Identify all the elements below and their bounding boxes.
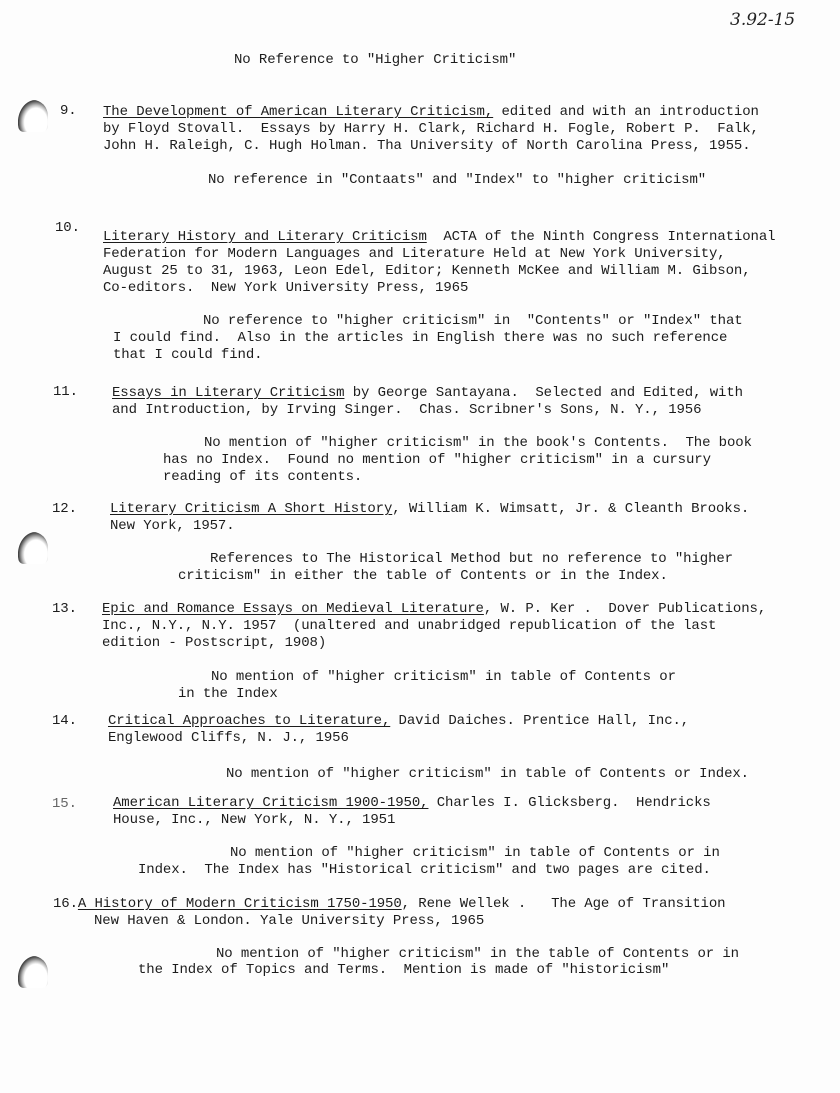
- citation-text: Charles I. Glicksberg. Hendricks: [428, 795, 711, 811]
- note-line: I could find. Also in the articles in English there was no such reference: [113, 330, 728, 346]
- citation-text: , Rene Wellek . The Age of Transition: [401, 896, 726, 912]
- citation-line: [103, 104, 759, 120]
- book-title: Essays in Literary Criticism: [112, 385, 345, 401]
- book-title: Literary Criticism A Short History: [110, 501, 393, 517]
- handwritten-page-number: 3.92-15: [730, 10, 796, 30]
- note-line: No mention of "higher criticism" in the book's Contents. The book: [204, 435, 752, 451]
- book-title: Literary History and Literary Criticism: [103, 229, 427, 245]
- entry-number: 12.: [52, 501, 77, 517]
- citation-line: New York, 1957.: [110, 518, 235, 534]
- note-line: that I could find.: [113, 347, 263, 363]
- citation-line: House, Inc., New York, N. Y., 1951: [113, 812, 396, 828]
- entry-number: 9.: [60, 103, 77, 119]
- citation-line: Inc., N.Y., N.Y. 1957 (unaltered and unabridged republication of the last: [102, 618, 717, 634]
- citation-line: [102, 601, 766, 617]
- citation-text: ACTA of the Ninth Congress International: [426, 229, 776, 245]
- note-line: No mention of "higher criticism" in table of Contents or in: [230, 845, 720, 861]
- citation-line: Co-editors. New York University Press, 1965: [103, 280, 469, 296]
- citation-text: David Daiches. Prentice Hall, Inc.,: [390, 713, 690, 729]
- page-heading: No Reference to "Higher Criticism": [234, 52, 517, 68]
- entry-number: 11.: [53, 384, 78, 400]
- book-title: Epic and Romance Essays on Medieval Literature: [102, 601, 484, 617]
- citation-line: by Floyd Stovall. Essays by Harry H. Clark, Richard H. Fogle, Robert P. Falk,: [103, 121, 759, 137]
- citation-line: edition - Postscript, 1908): [102, 635, 327, 651]
- entry-number: 15.: [52, 796, 77, 812]
- citation-line: Englewood Cliffs, N. J., 1956: [108, 730, 349, 746]
- entry-number: 14.: [52, 713, 77, 729]
- note-line: Index. The Index has "Historical criticism" and two pages are cited.: [138, 862, 711, 878]
- note-line: the Index of Topics and Terms. Mention is made of "historicism": [138, 962, 670, 978]
- note-line: No mention of "higher criticism" in table of Contents or: [211, 669, 676, 685]
- punch-hole: [18, 956, 48, 988]
- note-line: in the Index: [178, 686, 278, 702]
- citation-line: Federation for Modern Languages and Literature Held at New York University,: [103, 246, 726, 262]
- entry-number: 16.: [53, 896, 78, 912]
- citation-line: John H. Raleigh, C. Hugh Holman. Tha University of North Carolina Press, 1955.: [103, 138, 751, 154]
- entry-number: 10.: [55, 220, 80, 236]
- note-line: References to The Historical Method but no reference to "higher: [210, 551, 733, 567]
- note-line: No mention of "higher criticism" in table of Contents or Index.: [226, 766, 749, 782]
- citation-line: [112, 385, 743, 401]
- punch-hole: [18, 532, 48, 564]
- entry-number: 13.: [52, 601, 77, 617]
- book-title: The Development of American Literary Criticism,: [103, 104, 494, 120]
- citation-line: [110, 501, 749, 517]
- book-title: A History of Modern Criticism 1750-1950: [77, 896, 402, 912]
- note-line: No mention of "higher criticism" in the table of Contents or in: [216, 946, 739, 962]
- book-title: Critical Approaches to Literature,: [108, 713, 391, 729]
- citation-line: August 25 to 31, 1963, Leon Edel, Editor; Kenneth McKee and William M. Gibson,: [103, 263, 751, 279]
- citation-text: by George Santayana. Selected and Edited, with: [344, 385, 743, 401]
- citation-text: , William K. Wimsatt, Jr. & Cleanth Brooks.: [392, 501, 750, 517]
- note-line: has no Index. Found no mention of "higher criticism" in a cursury: [163, 452, 711, 468]
- citation-line: [53, 896, 725, 912]
- note-line: No reference in "Contaats" and "Index" to "higher criticism": [208, 172, 707, 188]
- note-line: criticism" in either the table of Contents or in the Index.: [178, 568, 668, 584]
- book-title: American Literary Criticism 1900-1950,: [113, 795, 429, 811]
- note-line: reading of its contents.: [163, 469, 363, 485]
- citation-line: New Haven & London. Yale University Press, 1965: [94, 913, 485, 929]
- citation-text: edited and with an introduction: [493, 104, 759, 120]
- citation-line: and Introduction, by Irving Singer. Chas. Scribner's Sons, N. Y., 1956: [112, 402, 702, 418]
- citation-text: , W. P. Ker . Dover Publications,: [483, 601, 767, 617]
- citation-line: [113, 795, 711, 811]
- note-line: No reference to "higher criticism" in "Contents" or "Index" that: [203, 313, 743, 329]
- citation-line: [108, 713, 689, 729]
- punch-hole: [18, 100, 48, 132]
- citation-line: [103, 229, 775, 245]
